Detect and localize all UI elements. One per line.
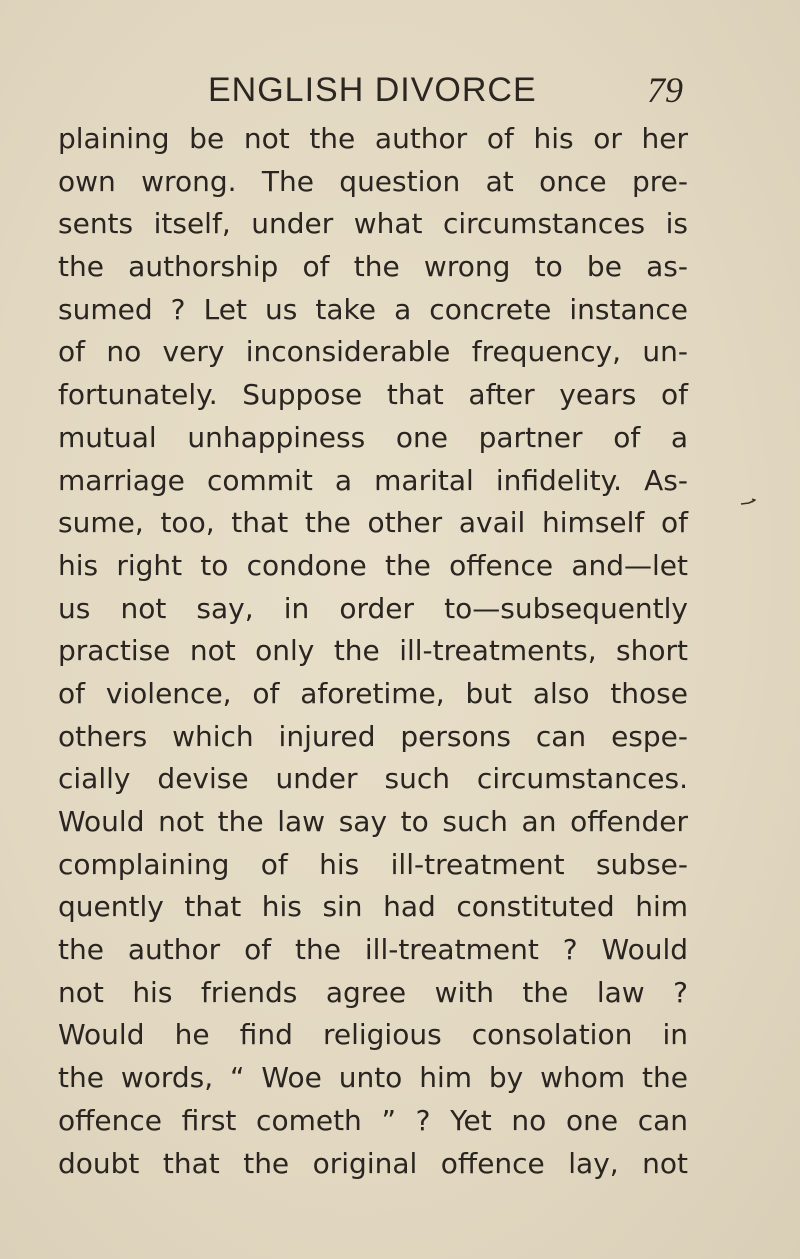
text-line: others which injured persons can espe- bbox=[58, 719, 688, 753]
running-title: ENGLISH DIVORCE bbox=[208, 71, 537, 109]
text-line: doubt that the original offence lay, not bbox=[58, 1146, 688, 1180]
text-line: the author of the ill-treatment ? Would bbox=[58, 933, 688, 967]
text-line: sumed ? Let us take a concrete instance bbox=[58, 292, 688, 326]
text-line: marriage commit a marital infidelity. As- bbox=[58, 463, 688, 497]
text-line: complaining of his ill-treatment subse- bbox=[58, 847, 688, 881]
text-line: sume, too, that the other avail himself of bbox=[58, 506, 688, 540]
pencil-mark-icon bbox=[740, 498, 756, 508]
text-line: Would he find religious consolation in bbox=[58, 1018, 688, 1052]
text-line: the authorship of the wrong to be as- bbox=[58, 250, 688, 284]
text-line: plaining be not the author of his or her bbox=[58, 122, 688, 155]
text-line: not his friends agree with the law ? bbox=[58, 975, 688, 1009]
body-text bbox=[58, 118, 688, 1185]
text-line: of violence, of aforetime, but also those bbox=[58, 676, 688, 710]
page-number: 79 bbox=[647, 70, 683, 110]
text-line: his right to condone the offence and—let bbox=[58, 548, 688, 582]
text-line: quently that his sin had constituted him bbox=[58, 890, 688, 924]
running-head bbox=[58, 68, 683, 112]
text-line: own wrong. The question at once pre- bbox=[58, 164, 688, 198]
text-line: mutual unhappiness one partner of a bbox=[58, 420, 688, 454]
text-line: of no very inconsiderable frequency, un- bbox=[58, 335, 688, 369]
text-line: us not say, in order to—subsequently bbox=[58, 591, 688, 625]
text-line: offence first cometh ” ? Yet no one can bbox=[58, 1103, 688, 1137]
text-line: practise not only the ill-treatments, short bbox=[58, 634, 688, 668]
text-line: sents itself, under what circumstances is bbox=[58, 207, 688, 241]
text-line: the words, “ Woe unto him by whom the bbox=[58, 1061, 688, 1095]
text-line: Would not the law say to such an offender bbox=[58, 805, 688, 838]
text-line: cially devise under such circumstances. bbox=[58, 762, 688, 796]
text-line: fortunately. Suppose that after years of bbox=[58, 378, 688, 412]
